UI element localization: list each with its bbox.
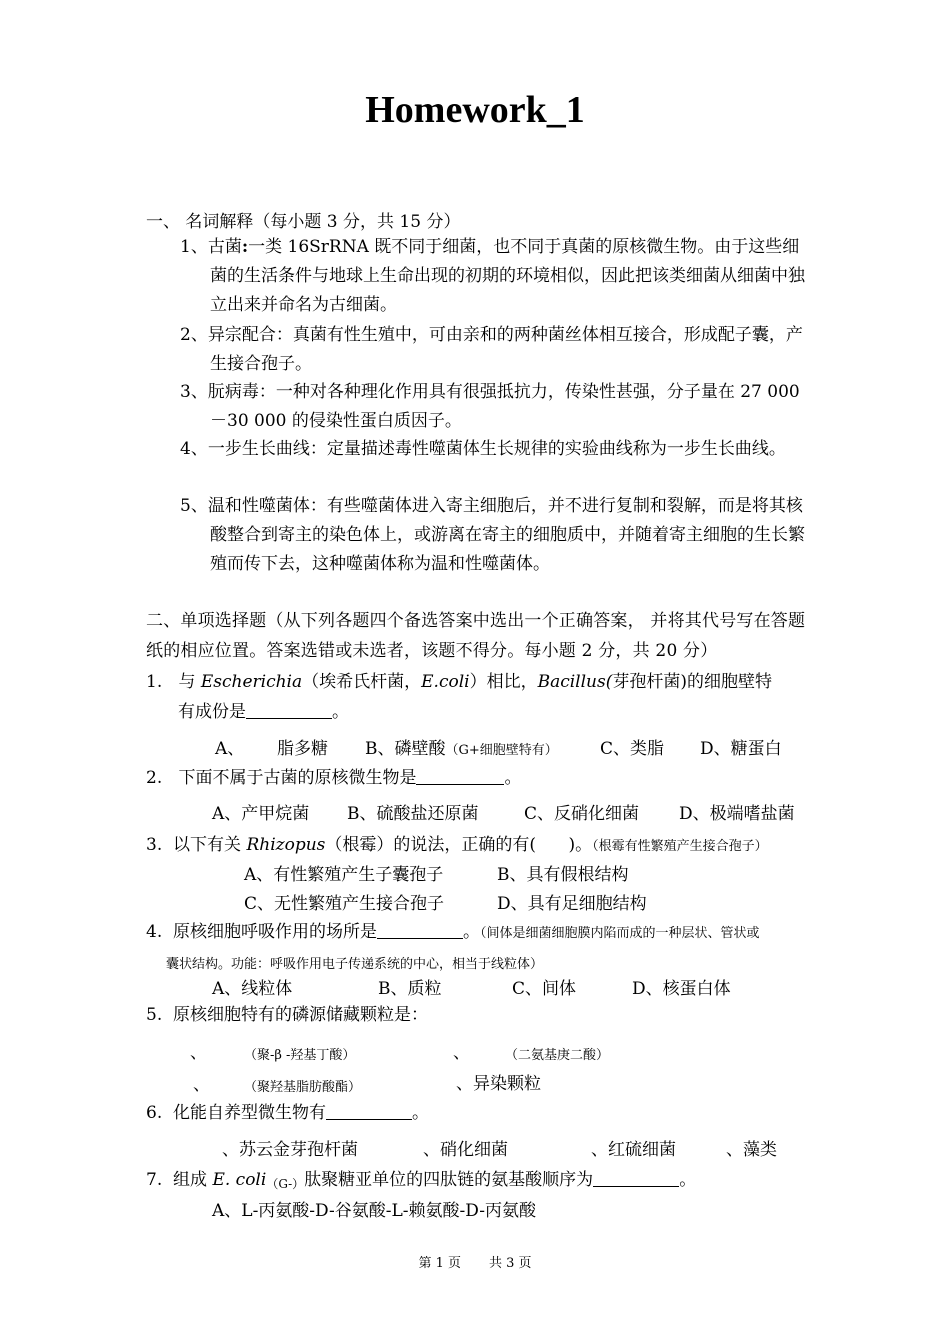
page-title: Homework_1 bbox=[365, 89, 585, 131]
q2-option-d[interactable]: D、极端嗜盐菌 bbox=[679, 804, 795, 824]
q5-option-c[interactable]: 、 bbox=[193, 1075, 210, 1095]
q7-option-a[interactable]: A、L-丙氨酸-D-谷氨酸-L-赖氨酸-D-丙氨酸 bbox=[212, 1201, 536, 1221]
page-footer bbox=[0, 1252, 950, 1271]
q5-option-d[interactable]: 、异染颗粒 bbox=[456, 1074, 541, 1094]
question-4-note: 囊状结构。功能：呼吸作用电子传递系统的中心，相当于线粒体） bbox=[166, 957, 544, 972]
q6-option-b[interactable]: 、硝化细菌 bbox=[423, 1140, 508, 1160]
definition-1: 1、古菌:一类 16SrRNA 既不同于细菌，也不同于真菌的原核微生物。由于这些细菌的生活条件与地球上生命出现的初期的环境相似，因此把该类细菌从细菌中独立出来并命名为古细菌。 bbox=[180, 237, 805, 315]
section-1-heading: 一、 名词解释（每小题 3 分，共 15 分） bbox=[146, 212, 461, 232]
question-4: 4. 原核细胞呼吸作用的场所是 。（间体是细菌细胞膜内陷而成的一种层状、管状或 bbox=[146, 922, 760, 942]
q4-option-d[interactable]: D、核蛋白体 bbox=[632, 979, 731, 999]
q4-option-b[interactable]: B、质粒 bbox=[378, 979, 442, 999]
q4-option-a[interactable]: A、线粒体 bbox=[212, 979, 293, 999]
q5-option-a-text: （聚-β -羟基丁酸） bbox=[244, 1048, 356, 1063]
q1-option-b[interactable]: B、磷壁酸（G+细胞壁特有） bbox=[365, 739, 558, 759]
q1-option-c[interactable]: C、类脂 bbox=[600, 739, 665, 759]
q2-option-c[interactable]: C、反硝化细菌 bbox=[524, 804, 640, 824]
page-number: 第 1 页 bbox=[418, 1256, 461, 1271]
q3-option-d[interactable]: D、具有足细胞结构 bbox=[497, 894, 647, 914]
question-1-line2: 有成份是 。 bbox=[178, 702, 349, 722]
definition-4: 4、一步生长曲线：定量描述毒性噬菌体生长规律的实验曲线称为一步生长曲线。 bbox=[180, 439, 786, 459]
q5-option-b[interactable]: 、 bbox=[453, 1043, 470, 1063]
q6-option-a[interactable]: 、苏云金芽孢杆菌 bbox=[222, 1140, 358, 1160]
q1-option-a[interactable]: A、 bbox=[215, 739, 245, 759]
definition-5: 5、温和性噬菌体：有些噬菌体进入寄主细胞后，并不进行复制和裂解，而是将其核酸整合到寄主的染色体上，或游离在寄主的细胞质中，并随着寄主细胞的生长繁殖而传下去，这种噬菌体称为温和性噬菌体。 bbox=[180, 496, 805, 574]
q5-option-b-text: （二氨基庚二酸） bbox=[505, 1048, 610, 1063]
answer-blank[interactable] bbox=[377, 922, 463, 939]
answer-blank[interactable] bbox=[416, 768, 504, 785]
q1-option-a-text: 脂多糖 bbox=[277, 739, 328, 759]
question-6: 6. 化能自养型微生物有 。 bbox=[146, 1103, 430, 1123]
question-7: 7. 组成 E. coli（G-）肽聚糖亚单位的四肽链的氨基酸顺序为 。 bbox=[146, 1170, 697, 1191]
answer-blank[interactable] bbox=[326, 1103, 412, 1120]
q1-option-d[interactable]: D、糖蛋白 bbox=[700, 739, 782, 759]
q2-option-a[interactable]: A、产甲烷菌 bbox=[212, 804, 310, 824]
definition-3: 3、朊病毒：一种对各种理化作用具有很强抵抗力，传染性甚强，分子量在 27 000－30 000 的侵染性蛋白质因子。 bbox=[180, 382, 800, 431]
q6-option-c[interactable]: 、红硫细菌 bbox=[591, 1140, 676, 1160]
q4-option-c[interactable]: C、间体 bbox=[512, 979, 577, 999]
question-5: 5. 原核细胞特有的磷源储藏颗粒是： bbox=[146, 1005, 429, 1025]
question-3: 3. 以下有关 Rhizopus（根霉）的说法，正确的有( )。（根霉有性繁殖产生接合孢子） bbox=[146, 835, 768, 855]
q6-option-d[interactable]: 、藻类 bbox=[726, 1140, 777, 1160]
question-2: 2. 下面不属于古菌的原核微生物是 。 bbox=[146, 768, 522, 788]
q2-option-b[interactable]: B、硫酸盐还原菌 bbox=[347, 804, 479, 824]
definition-2: 2、异宗配合：真菌有性生殖中，可由亲和的两种菌丝体相互接合，形成配子囊，产生接合孢子。 bbox=[180, 325, 803, 374]
q5-option-c-text: （聚羟基脂肪酸酯） bbox=[244, 1080, 362, 1095]
question-1: 1. 与 Escherichia（埃希氏杆菌，E.coli）相比，Bacillus(芽孢杆菌)的细胞壁特 bbox=[146, 672, 772, 692]
section-2-heading: 二、单项选择题（从下列各题四个备选答案中选出一个正确答案， 并将其代号写在答题纸的相应位置。答案选错或未选者，该题不得分。每小题 2 分，共 20 分） bbox=[146, 611, 806, 661]
page-total: 共 3 页 bbox=[489, 1256, 532, 1271]
q3-option-a[interactable]: A、有性繁殖产生子囊孢子 bbox=[244, 865, 444, 885]
q3-option-b[interactable]: B、具有假根结构 bbox=[497, 865, 629, 885]
q5-option-a[interactable]: 、 bbox=[190, 1043, 207, 1063]
answer-blank[interactable] bbox=[246, 702, 332, 719]
answer-blank[interactable] bbox=[593, 1170, 679, 1187]
q3-option-c[interactable]: C、无性繁殖产生接合孢子 bbox=[244, 894, 445, 914]
